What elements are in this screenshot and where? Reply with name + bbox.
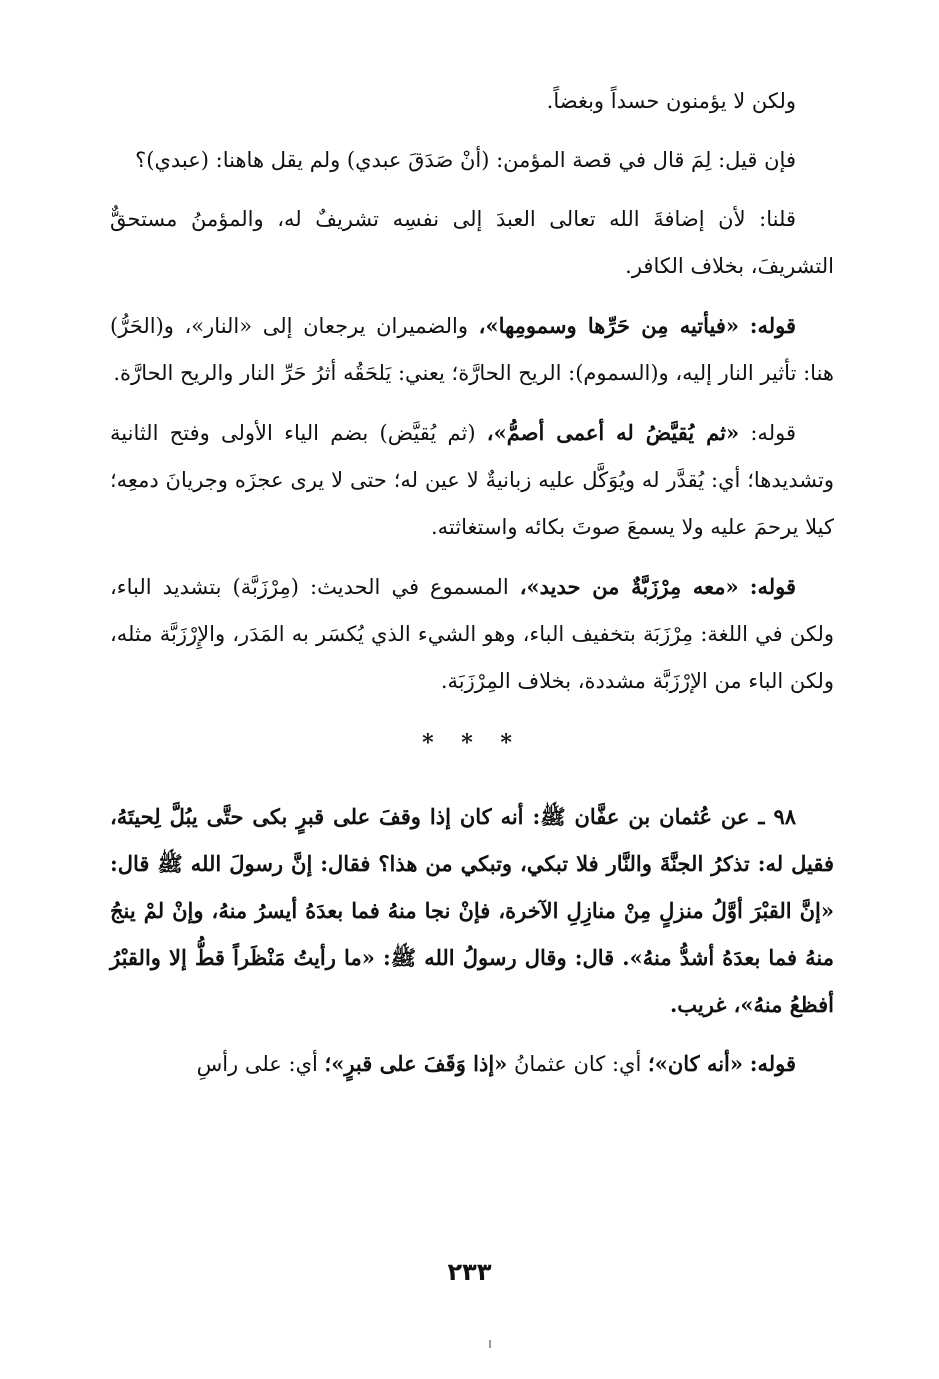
paragraph-6-label: قوله: [749, 574, 796, 599]
paragraph-8-quote-1: «أنه كان»؛ [648, 1051, 744, 1076]
paragraph-8-mid: أي: كان عثمانُ [513, 1052, 642, 1076]
paragraph-4 [110, 302, 834, 397]
paragraph-4-quote: «فيأتيه مِن حَرِّها وسمومِها»، [478, 313, 740, 338]
page-number: ٢٣٣ [447, 1258, 492, 1286]
paragraph-3 [110, 196, 834, 290]
paragraph-5-label: قوله: [750, 421, 796, 445]
paragraph-4-label: قوله: [749, 313, 796, 338]
hadith-98-text: ٩٨ ـ عن عُثمان بن عفَّان ﷺ: أنه كان إذا وقفَ على قبرٍ بكى حتَّى يبُلَّ لِحيتَهُ، فقيل له: تذكرُ الجنَّةَ والنَّار فلا تبكي، وتبكي من هذا؟ فقال: إنَّ رسولَ الله ﷺ قال: «إنَّ القبْرَ أوَّلُ منزلٍ مِنْ منازِلِ الآخرة، فإنْ نجا منهُ فما بعدَهُ أيسرُ منهُ، وإنْ لمْ ينجُ منهُ فما بعدَهُ أشدُّ منهُ». قال: وقال رسولُ الله ﷺ: «ما رأيتُ مَنْظَراً قطُّ إلا والقبْرُ أفظعُ منهُ»، غريب. [110, 804, 834, 1017]
paragraph-5-quote: «ثم يُقيَّضُ له أعمى أصمُّ»، [486, 420, 740, 445]
paragraph-2-text: فإن قيل: لِمَ قال في قصة المؤمن: (أنْ صَدَقَ عبدي) ولم يقل هاهنا: (عبدي)؟ [135, 148, 796, 172]
paragraph-8-quote-2: «إذا وَقَفَ على قبرٍ»؛ [324, 1051, 508, 1076]
paragraph-8-text: أي: على رأسِ [196, 1052, 318, 1076]
paragraph-4-text: والضميران يرجعان إلى «النار»، و(الحَرُّ) هنا: تأثير النار إليه، و(السموم): الريح الحارَّة؛ يعني: يَلحَقُه أثرُ حَرِّ النار والريح الحارَّة. [110, 314, 834, 385]
paragraph-8-label: قوله: [749, 1051, 796, 1076]
paragraph-5 [110, 409, 834, 551]
paragraph-6 [110, 563, 834, 705]
hadith-98 [110, 793, 834, 1028]
scan-mark [489, 1340, 491, 1348]
paragraph-1-text: ولكن لا يؤمنون حسداً وبغضاً. [546, 89, 796, 113]
paragraph-1 [110, 78, 834, 125]
section-divider: * * * [422, 730, 522, 756]
paragraph-5-text: (ثم يُقيَّض) بضم الياء الأولى وفتح الثانية وتشديدها؛ أي: يُقدَّر له ويُوَكَّل عليه زبانيةٌ لا عين له؛ حتى لا يرى عجزَه وجريانَ دمعِه؛ كيلا يرحمَ عليه ولا يسمعَ صوتَ بكائه واستغاثته. [110, 421, 834, 539]
page-body [110, 78, 834, 1100]
paragraph-8 [110, 1040, 834, 1088]
paragraph-2 [110, 137, 834, 184]
paragraph-6-quote: «معه مِرْزَبَّةٌ من حديد»، [519, 574, 739, 599]
paragraph-6-text: المسموع في الحديث: (مِرْزَبَّة) بتشديد الباء، ولكن في اللغة: مِرْزَبَة بتخفيف الباء، وهو الشيء الذي يُكسَر به المَدَر، والإِرْزَبَّة مثله، ولكن الباء من الإرْزَبَّة مشددة، بخلاف المِرْزَبَة. [110, 575, 834, 693]
paragraph-3-text: قلنا: لأن إضافةَ الله تعالى العبدَ إلى نفسِه تشريفٌ له، والمؤمنُ مستحقٌّ التشريفَ، بخلاف الكافر. [110, 207, 834, 278]
